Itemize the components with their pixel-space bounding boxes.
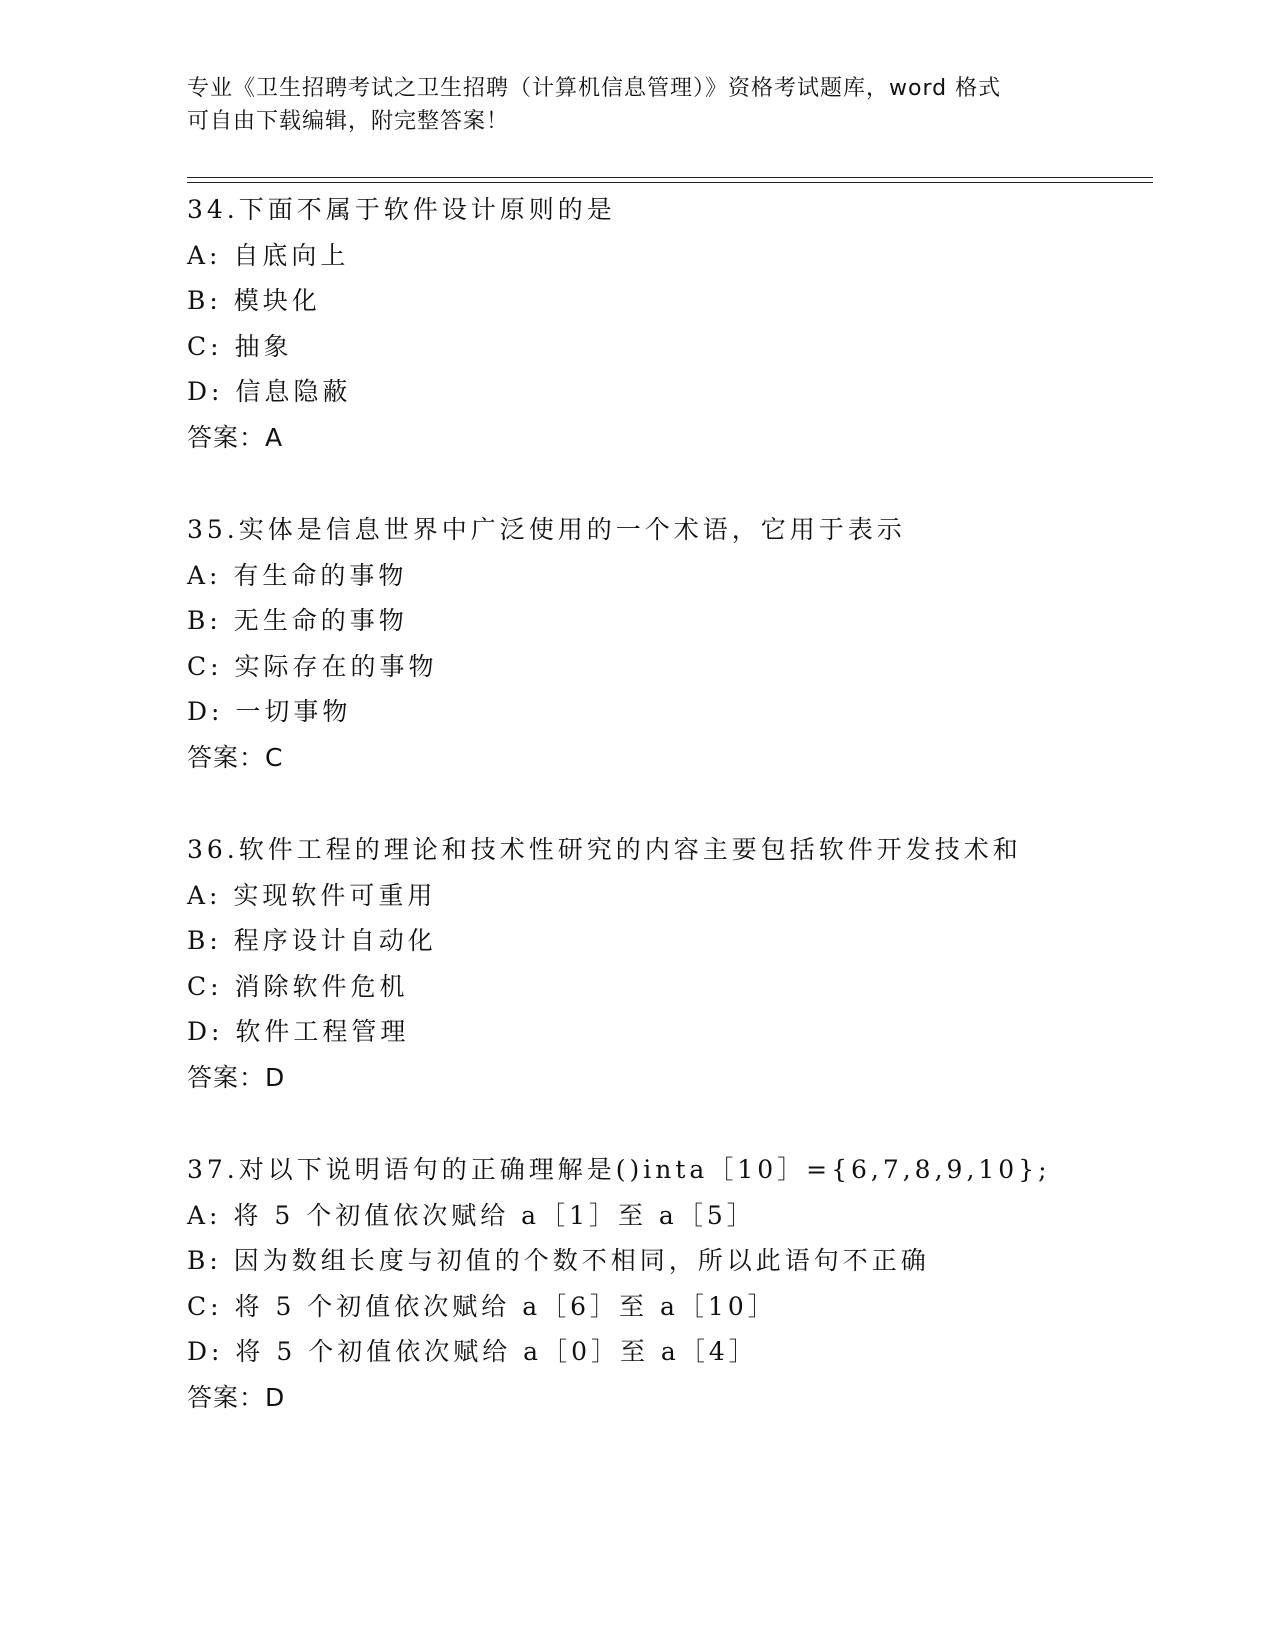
question-spacer — [187, 1100, 1187, 1147]
option-a: A: 自底向上 — [187, 240, 350, 270]
header-divider-top — [187, 177, 1153, 178]
question-34 — [187, 187, 1187, 460]
question-35 — [187, 507, 1187, 780]
document-header — [187, 72, 1067, 138]
option-d: D: 软件工程管理 — [187, 1017, 410, 1046]
header-divider-bottom — [187, 182, 1153, 183]
option-b: B: 程序设计自动化 — [187, 926, 437, 955]
option-c: C: 抽象 — [187, 331, 293, 361]
option-c: C: 实际存在的事物 — [187, 651, 438, 681]
option-d: D: 一切事物 — [187, 697, 352, 726]
option-d: D: 信息隐蔽 — [187, 377, 352, 406]
question-36 — [187, 827, 1187, 1100]
option-b: B: 因为数组长度与初值的个数不相同，所以此语句不正确 — [187, 1246, 930, 1275]
answer-line: 答案：A — [187, 422, 284, 452]
question-stem: 36.软件工程的理论和技术性研究的内容主要包括软件开发技术和 — [187, 835, 1022, 864]
option-b: B: 无生命的事物 — [187, 606, 408, 635]
option-a: A: 实现软件可重用 — [187, 880, 437, 910]
header-line-1: 专业《卫生招聘考试之卫生招聘（计算机信息管理）》资格考试题库，word 格式 — [187, 76, 1002, 101]
question-spacer — [187, 780, 1187, 827]
option-b: B: 模块化 — [187, 286, 321, 315]
answer-line: 答案：D — [187, 1062, 286, 1092]
option-a: A: 有生命的事物 — [187, 560, 408, 590]
option-a: A: 将 5 个初值依次赋给 a［1］至 a［5］ — [187, 1200, 756, 1230]
question-list — [187, 187, 1187, 1420]
option-d: D: 将 5 个初值依次赋给 a［0］至 a［4］ — [187, 1337, 758, 1366]
question-37 — [187, 1147, 1187, 1420]
question-stem: 34.下面不属于软件设计原则的是 — [187, 195, 616, 224]
question-spacer — [187, 460, 1187, 507]
option-c: C: 消除软件危机 — [187, 971, 409, 1001]
option-c: C: 将 5 个初值依次赋给 a［6］至 a［10］ — [187, 1291, 777, 1321]
header-line-2: 可自由下载编辑，附完整答案！ — [187, 109, 510, 134]
answer-line: 答案：D — [187, 1382, 286, 1412]
answer-line: 答案：C — [187, 742, 284, 772]
question-stem: 35.实体是信息世界中广泛使用的一个术语，它用于表示 — [187, 515, 906, 544]
question-stem: 37.对以下说明语句的正确理解是()inta［10］={6,7,8,9,10}; — [187, 1155, 1051, 1184]
